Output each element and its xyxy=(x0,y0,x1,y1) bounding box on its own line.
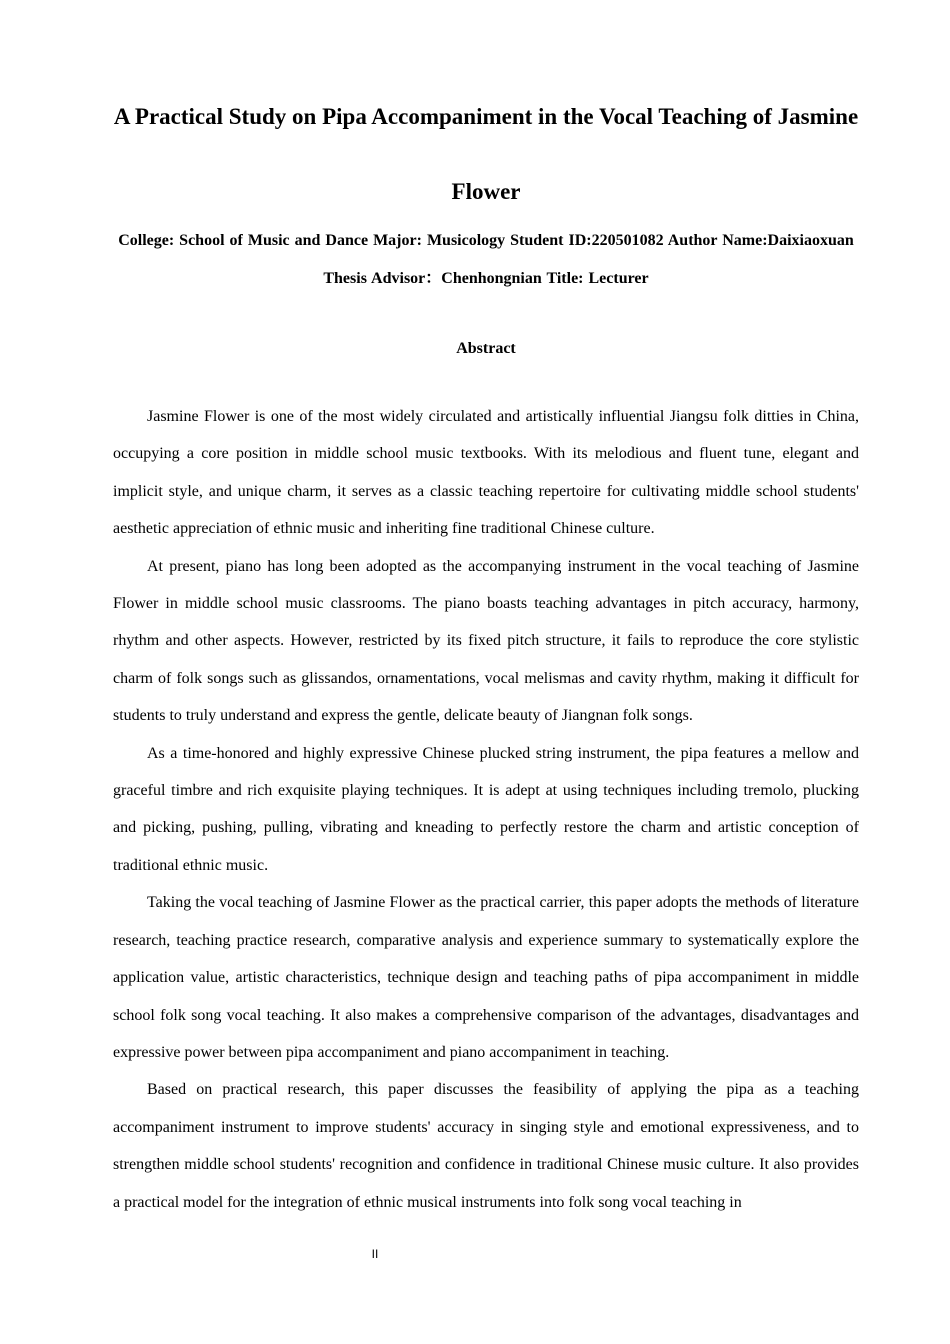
page-number: II xyxy=(371,1247,379,1261)
abstract-paragraph: Based on practical research, this paper discusses the feasibility of applying the pipa as a teaching accompaniment instrument to improve students' accuracy in singing style and emotional expressiveness, and to strengthen middle school students' recognition and confidence in traditional Chinese music culture. It also provides a practical model for the integration of ethnic musical instruments into folk song vocal teaching in xyxy=(113,1081,859,1211)
abstract-heading: Abstract xyxy=(456,340,516,357)
author-info: College: School of Music and Dance Major: Musicology Student ID:220501082 Author Name:Daixiaoxuan Thesis Advisor：Chenhongnian Title: Lecturer xyxy=(118,232,854,287)
abstract-paragraph: As a time-honored and highly expressive Chinese plucked string instrument, the pipa features a mellow and graceful timbre and rich exquisite playing techniques. It is adept at using techniques including tremolo, plucking and picking, pushing, pulling, vibrating and kneading to perfectly restore the charm and artistic conception of traditional ethnic music. xyxy=(113,744,859,874)
abstract-paragraph: Jasmine Flower is one of the most widely circulated and artistically influential Jiangsu folk ditties in China, occupying a core position in middle school music textbooks. With its melodious and fluent tune, elegant and implicit style, and unique charm, it serves as a classic teaching repertoire for cultivating middle school students' aesthetic appreciation of ethnic music and inheriting fine traditional Chinese culture. xyxy=(113,408,859,538)
paper-title: A Practical Study on Pipa Accompaniment in the Vocal Teaching of Jasmine Flower xyxy=(113,104,859,204)
abstract-paragraph: Taking the vocal teaching of Jasmine Flower as the practical carrier, this paper adopts the methods of literature research, teaching practice research, comparative analysis and experience summary to systematically explore the application value, artistic characteristics, technique design and teaching paths of pipa accompaniment in middle school folk song vocal teaching. It also makes a comprehensive comparison of the advantages, disadvantages and expressive power between pipa accompaniment and piano accompaniment in teaching. xyxy=(113,894,859,1061)
abstract-paragraph: At present, piano has long been adopted as the accompanying instrument in the vocal teaching of Jasmine Flower in middle school music classrooms. The piano boasts teaching advantages in pitch accuracy, harmony, rhythm and other aspects. However, restricted by its fixed pitch structure, it fails to reproduce the core stylistic charm of folk songs such as glissandos, ornamentations, vocal melismas and cavity rhythm, making it difficult for students to truly understand and express the gentle, delicate beauty of Jiangnan folk songs. xyxy=(113,557,859,725)
abstract-body xyxy=(113,398,859,1221)
